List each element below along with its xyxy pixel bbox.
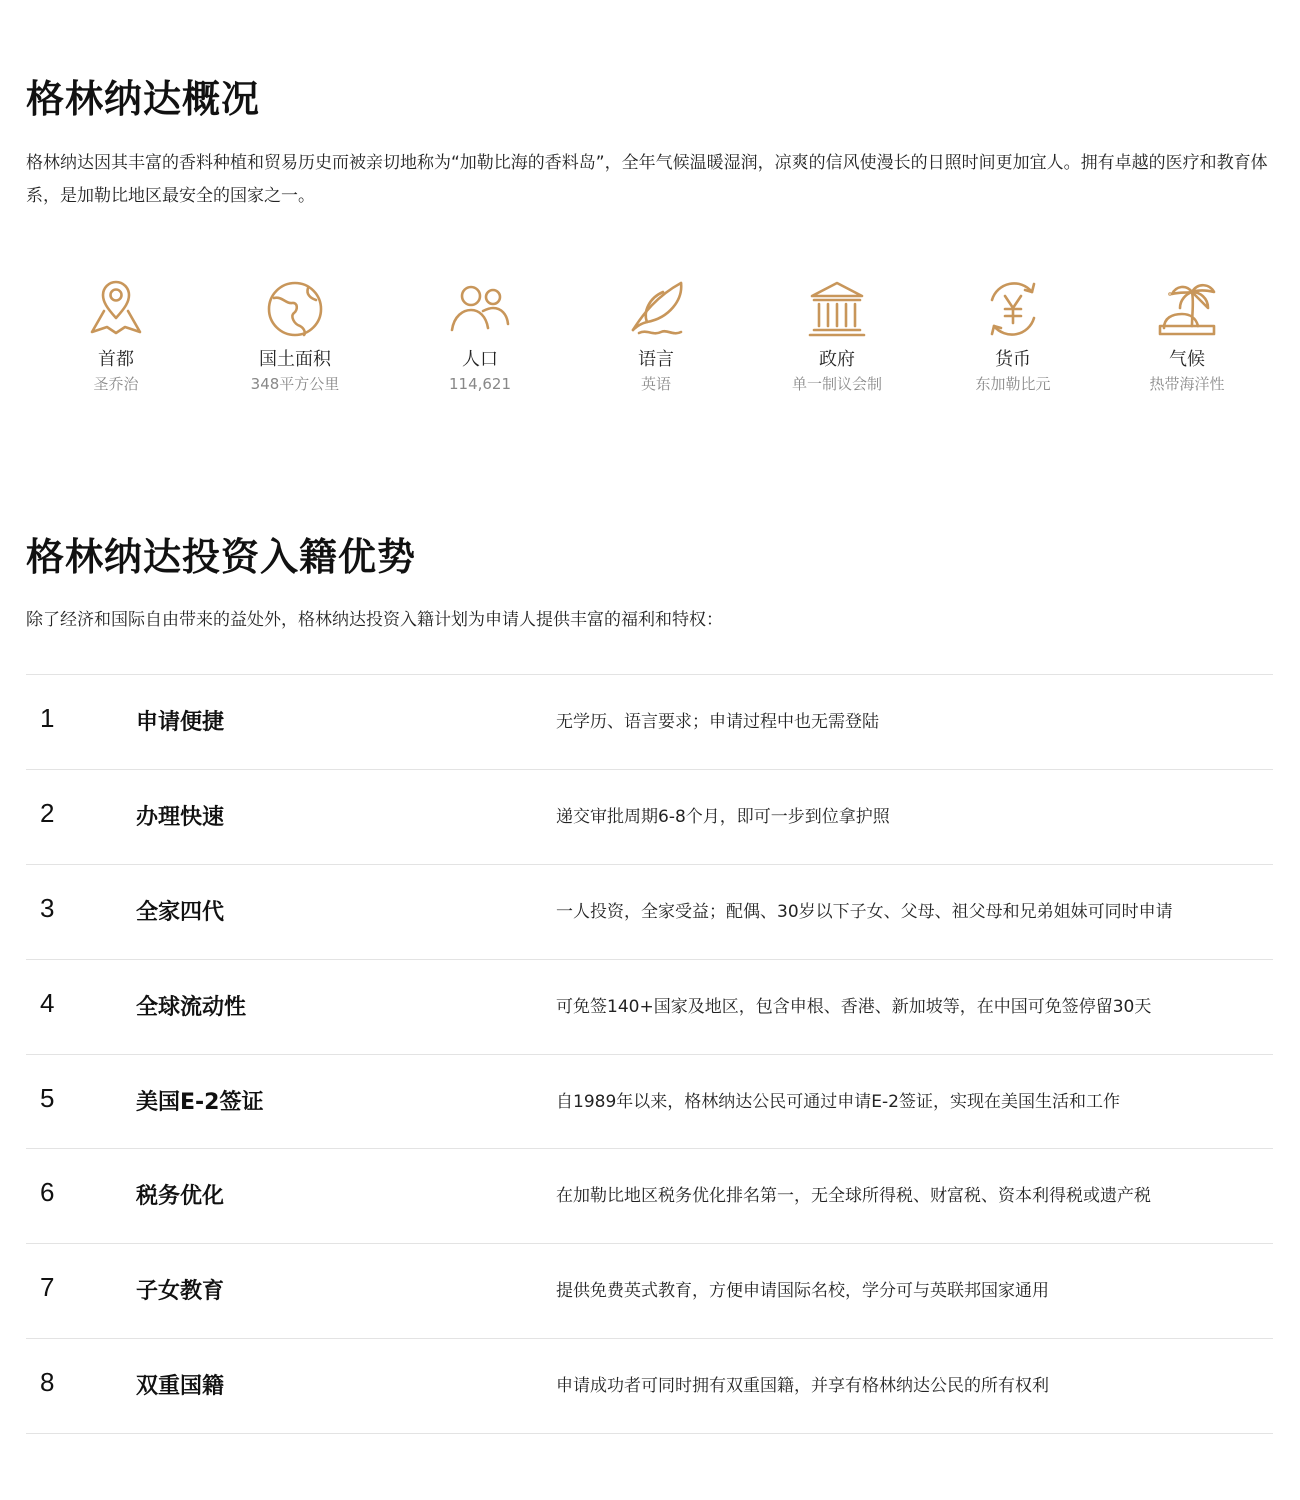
row-title: 办理快速 <box>136 804 225 830</box>
table-row <box>26 1339 1273 1434</box>
facts-row <box>26 278 1274 408</box>
fact-label: 首都 <box>98 349 134 370</box>
row-description: 无学历、语言要求；申请过程中也无需登陆 <box>556 712 879 732</box>
fact-climate <box>1097 278 1277 394</box>
fact-value: 英语 <box>640 375 671 393</box>
row-number: 6 <box>40 1177 55 1208</box>
fact-value: 114,621 <box>448 375 512 393</box>
row-number: 4 <box>40 987 55 1018</box>
row-title: 双重国籍 <box>136 1374 225 1400</box>
table-row <box>26 865 1273 960</box>
fact-value: 单一制议会制 <box>791 375 882 393</box>
table-row <box>26 1055 1273 1150</box>
fact-value: 圣乔治 <box>93 375 139 393</box>
fact-language <box>566 278 746 394</box>
fact-value: 348平方公里 <box>250 375 340 393</box>
fact-label: 货币 <box>995 349 1031 370</box>
globe-icon <box>264 278 326 340</box>
row-number: 8 <box>40 1367 55 1398</box>
fact-label: 气候 <box>1169 349 1205 370</box>
table-row <box>26 960 1273 1055</box>
row-description: 在加勒比地区税务优化排名第一，无全球所得税、财富税、资本利得税或遗产税 <box>556 1186 1151 1207</box>
fact-area <box>205 278 385 394</box>
people-icon <box>449 278 511 340</box>
row-title: 子女教育 <box>136 1279 225 1305</box>
government-building-icon <box>806 278 868 340</box>
overview-intro: 格林纳达因其丰富的香料种植和贸易历史而被亲切地称为“加勒比海的香料岛”，全年气候温暖湿润，凉爽的信风使漫长的日照时间更加宜人。拥有卓越的医疗和教育体系，是加勒比地区最安全的国家之一。 <box>26 153 1268 206</box>
row-description: 申请成功者可同时拥有双重国籍，并享有格林纳达公民的所有权利 <box>556 1376 1049 1397</box>
map-pin-icon <box>85 278 147 340</box>
fact-value: 热带海洋性 <box>1149 375 1225 393</box>
row-title: 全球流动性 <box>136 994 247 1020</box>
fact-label: 语言 <box>638 349 674 370</box>
row-number: 5 <box>40 1082 55 1113</box>
row-description: 递交审批周期6-8个月，即可一步到位拿护照 <box>556 806 890 827</box>
row-description: 提供免费英式教育，方便申请国际名校，学分可与英联邦国家通用 <box>556 1281 1049 1302</box>
palm-island-icon <box>1156 278 1218 340</box>
advantages-table <box>26 674 1273 1434</box>
quill-icon <box>625 278 687 340</box>
fact-label: 政府 <box>819 349 855 370</box>
fact-currency <box>923 278 1103 394</box>
row-number: 7 <box>40 1272 55 1303</box>
table-row <box>26 770 1273 865</box>
row-number: 3 <box>40 892 55 923</box>
row-description: 自1989年以来，格林纳达公民可通过申请E-2签证，实现在美国生活和工作 <box>556 1091 1120 1112</box>
fact-label: 国土面积 <box>259 349 331 370</box>
row-description: 可免签140+国家及地区，包含申根、香港、新加坡等，在中国可免签停留30天 <box>556 996 1152 1017</box>
table-row <box>26 1244 1273 1339</box>
overview-title: 格林纳达概况 <box>26 77 261 121</box>
advantages-title: 格林纳达投资入籍优势 <box>26 535 417 579</box>
row-description: 一人投资，全家受益；配偶、30岁以下子女、父母、祖父母和兄弟姐妹可同时申请 <box>556 901 1173 922</box>
currency-icon <box>982 278 1044 340</box>
advantages-intro: 除了经济和国际自由带来的益处外，格林纳达投资入籍计划为申请人提供丰富的福利和特权： <box>26 610 723 630</box>
table-row <box>26 1149 1273 1244</box>
row-title: 全家四代 <box>136 899 225 925</box>
fact-capital <box>26 278 206 394</box>
fact-population <box>390 278 570 394</box>
row-title: 申请便捷 <box>136 710 225 735</box>
fact-label: 人口 <box>462 349 498 370</box>
fact-government <box>747 278 927 394</box>
row-number: 2 <box>40 797 55 828</box>
row-number: 1 <box>40 703 55 733</box>
row-title: 税务优化 <box>136 1184 225 1210</box>
fact-value: 东加勒比元 <box>975 375 1051 393</box>
table-row <box>26 675 1273 770</box>
row-title: 美国E-2签证 <box>136 1089 264 1115</box>
